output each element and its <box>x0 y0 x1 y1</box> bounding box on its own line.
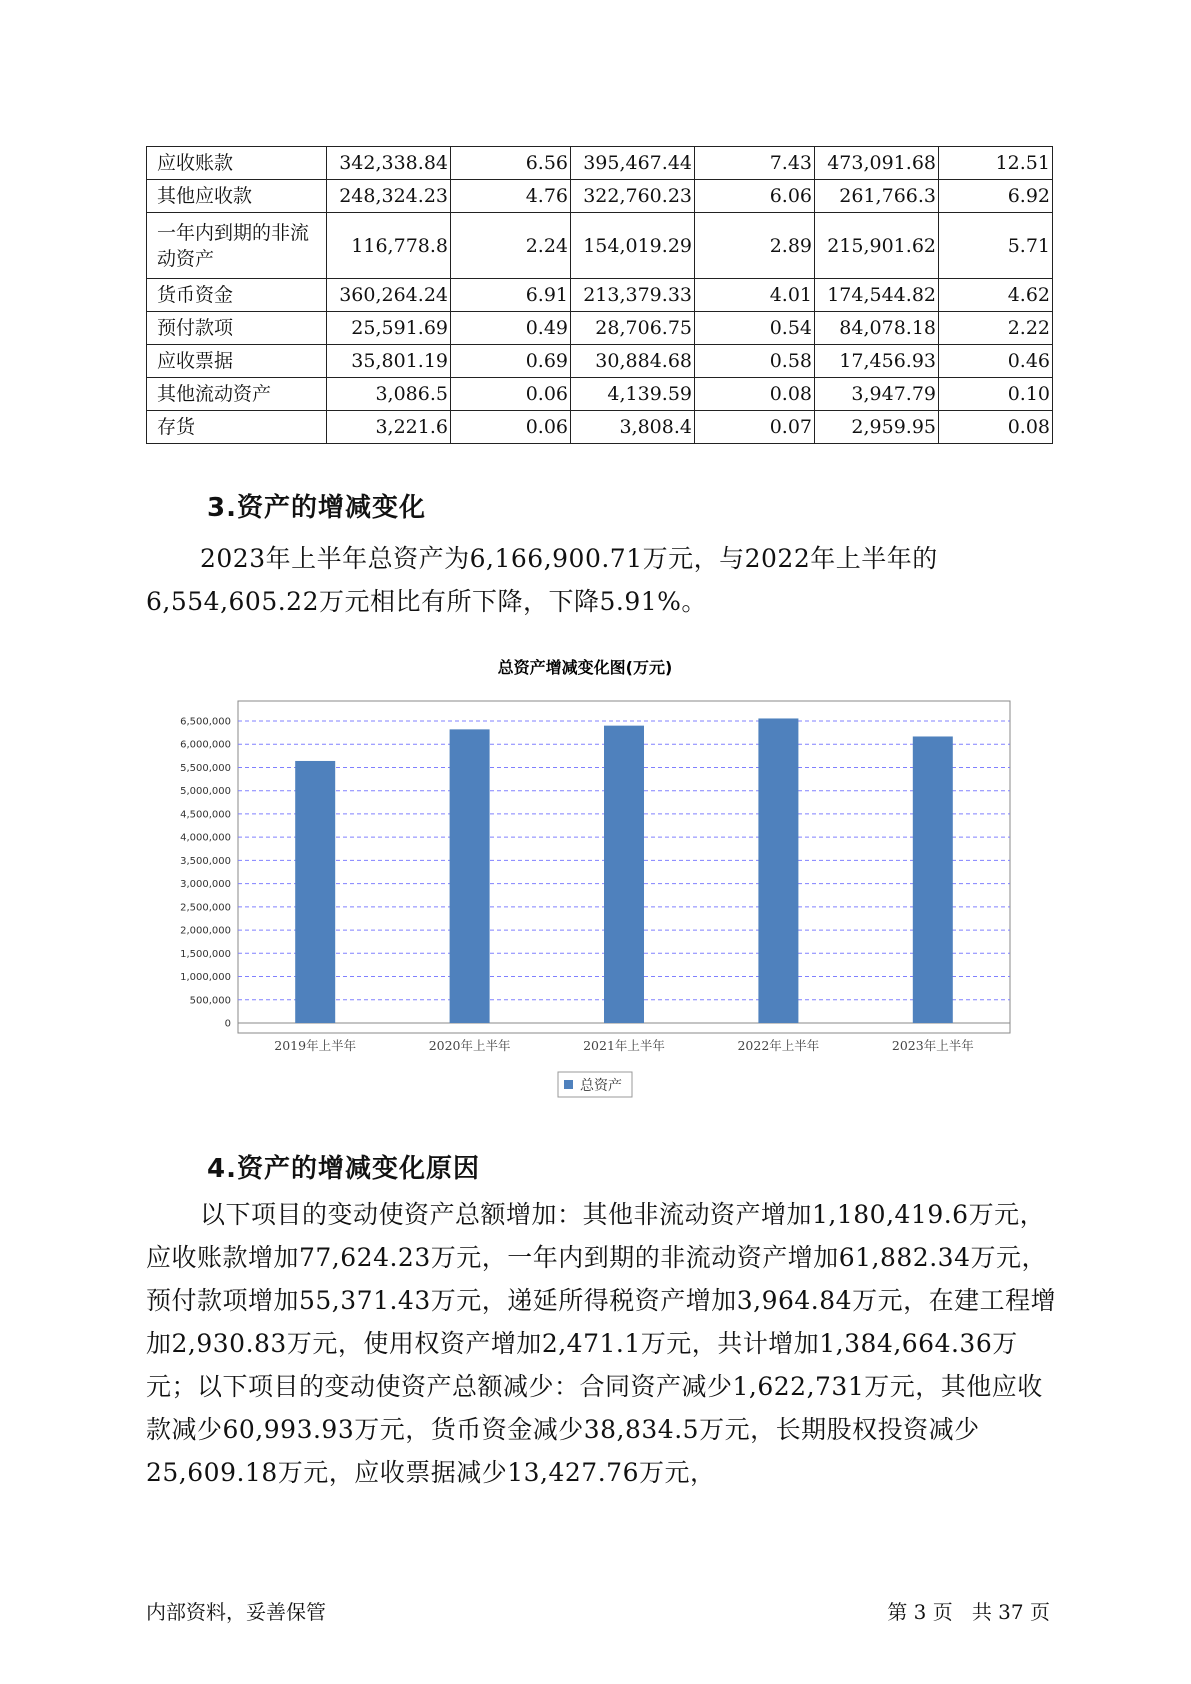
table-body <box>147 147 1053 444</box>
value-cell: 174,544.82 <box>815 279 939 312</box>
value-cell: 12.51 <box>939 147 1053 180</box>
value-cell: 4.01 <box>695 279 815 312</box>
value-cell: 4,139.59 <box>571 378 695 411</box>
value-cell: 2,959.95 <box>815 411 939 444</box>
x-tick-label: 2021年上半年 <box>583 1038 665 1053</box>
bar-4 <box>758 718 798 1023</box>
value-cell: 261,766.3 <box>815 180 939 213</box>
value-cell: 3,221.6 <box>327 411 451 444</box>
value-cell: 0.49 <box>451 312 571 345</box>
value-cell: 0.58 <box>695 345 815 378</box>
value-cell: 3,947.79 <box>815 378 939 411</box>
y-tick-label: 500,000 <box>189 995 231 1007</box>
value-cell: 4.76 <box>451 180 571 213</box>
x-tick-label: 2019年上半年 <box>274 1038 357 1053</box>
bar-2 <box>450 729 490 1023</box>
x-tick-label: 2022年上半年 <box>737 1038 820 1053</box>
value-cell: 248,324.23 <box>327 180 451 213</box>
chart-title: 总资产增减变化图(万元) <box>497 658 673 677</box>
value-cell: 28,706.75 <box>571 312 695 345</box>
y-axis-ticks <box>180 717 231 1030</box>
x-tick-label: 2020年上半年 <box>428 1038 511 1053</box>
y-tick-label: 2,000,000 <box>180 925 231 937</box>
y-tick-label: 6,000,000 <box>180 739 231 751</box>
table-row <box>147 213 1053 279</box>
asset-table <box>146 146 1053 444</box>
value-cell: 116,778.8 <box>327 213 451 279</box>
total-assets-chart <box>150 650 1030 1110</box>
bar-layer <box>295 718 953 1023</box>
y-tick-label: 5,000,000 <box>180 786 231 798</box>
bar-1 <box>295 761 335 1023</box>
value-cell: 84,078.18 <box>815 312 939 345</box>
value-cell: 35,801.19 <box>327 345 451 378</box>
value-cell: 2.89 <box>695 213 815 279</box>
row-label-cell: 应收票据 <box>147 345 327 378</box>
section4-paragraph: 以下项目的变动使资产总额增加：其他非流动资产增加1,180,419.6万元，应收账款增加77,624.23万元，一年内到期的非流动资产增加61,882.34万元，预付款项增加55,371.43万元，递延所得税资产增加3,964.84万元，在建工程增加2,930.83万元，使用权资产增加2,471.1万元，共计增加1,384,664.36万元；以下项目的变动使资产总额减少：合同资产减少1,622,731万元，其他应收款减少60,993.93万元，货币资金减少38,834.5万元，长期股权投资减少25,609.18万元，应收票据减少13,427.76万元， <box>146 1200 1057 1487</box>
table-row <box>147 279 1053 312</box>
table-row <box>147 411 1053 444</box>
y-tick-label: 4,000,000 <box>180 832 231 844</box>
y-tick-label: 0 <box>224 1018 231 1030</box>
value-cell: 0.07 <box>695 411 815 444</box>
value-cell: 17,456.93 <box>815 345 939 378</box>
value-cell: 0.69 <box>451 345 571 378</box>
value-cell: 360,264.24 <box>327 279 451 312</box>
value-cell: 6.92 <box>939 180 1053 213</box>
chart-legend <box>558 1072 632 1097</box>
value-cell: 25,591.69 <box>327 312 451 345</box>
bar-3 <box>604 726 644 1023</box>
value-cell: 0.10 <box>939 378 1053 411</box>
row-label-cell: 存货 <box>147 411 327 444</box>
y-tick-label: 1,000,000 <box>180 972 231 984</box>
footer-confidential: 内部资料，妥善保管 <box>146 1600 326 1624</box>
value-cell: 0.06 <box>451 411 571 444</box>
value-cell: 5.71 <box>939 213 1053 279</box>
value-cell: 2.22 <box>939 312 1053 345</box>
section4-heading: 4.资产的增减变化原因 <box>207 1154 480 1184</box>
value-cell: 4.62 <box>939 279 1053 312</box>
value-cell: 30,884.68 <box>571 345 695 378</box>
value-cell: 342,338.84 <box>327 147 451 180</box>
value-cell: 3,808.4 <box>571 411 695 444</box>
bar-5 <box>913 736 953 1023</box>
value-cell: 6.91 <box>451 279 571 312</box>
y-tick-label: 1,500,000 <box>180 948 231 960</box>
row-label-cell: 一年内到期的非流动资产 <box>147 213 327 279</box>
row-label-cell: 应收账款 <box>147 147 327 180</box>
value-cell: 322,760.23 <box>571 180 695 213</box>
y-tick-label: 4,500,000 <box>180 809 231 821</box>
row-label-cell: 其他流动资产 <box>147 378 327 411</box>
value-cell: 3,086.5 <box>327 378 451 411</box>
row-label-cell: 预付款项 <box>147 312 327 345</box>
y-tick-label: 2,500,000 <box>180 902 231 914</box>
table-row <box>147 312 1053 345</box>
table-row <box>147 378 1053 411</box>
row-label-cell: 其他应收款 <box>147 180 327 213</box>
value-cell: 0.54 <box>695 312 815 345</box>
value-cell: 0.08 <box>695 378 815 411</box>
y-tick-label: 3,000,000 <box>180 879 231 891</box>
legend-label: 总资产 <box>580 1078 622 1094</box>
y-tick-label: 5,500,000 <box>180 762 231 774</box>
value-cell: 7.43 <box>695 147 815 180</box>
y-tick-label: 6,500,000 <box>180 716 231 728</box>
value-cell: 6.06 <box>695 180 815 213</box>
value-cell: 0.08 <box>939 411 1053 444</box>
table-row <box>147 345 1053 378</box>
section3-heading: 3.资产的增减变化 <box>207 493 426 523</box>
value-cell: 0.46 <box>939 345 1053 378</box>
value-cell: 6.56 <box>451 147 571 180</box>
section3-paragraph: 2023年上半年总资产为6,166,900.71万元，与2022年上半年的6,554,605.22万元相比有所下降，下降5.91%。 <box>146 544 938 616</box>
row-label-cell: 货币资金 <box>147 279 327 312</box>
value-cell: 215,901.62 <box>815 213 939 279</box>
table-row <box>147 180 1053 213</box>
x-axis-ticks <box>274 1038 973 1053</box>
legend-swatch <box>564 1080 573 1089</box>
value-cell: 0.06 <box>451 378 571 411</box>
value-cell: 154,019.29 <box>571 213 695 279</box>
value-cell: 395,467.44 <box>571 147 695 180</box>
value-cell: 213,379.33 <box>571 279 695 312</box>
table-row <box>147 147 1053 180</box>
x-tick-label: 2023年上半年 <box>891 1038 974 1053</box>
value-cell: 2.24 <box>451 213 571 279</box>
y-tick-label: 3,500,000 <box>180 855 231 867</box>
footer-page-number: 第 3 页 共 37 页 <box>887 1600 1050 1624</box>
value-cell: 473,091.68 <box>815 147 939 180</box>
